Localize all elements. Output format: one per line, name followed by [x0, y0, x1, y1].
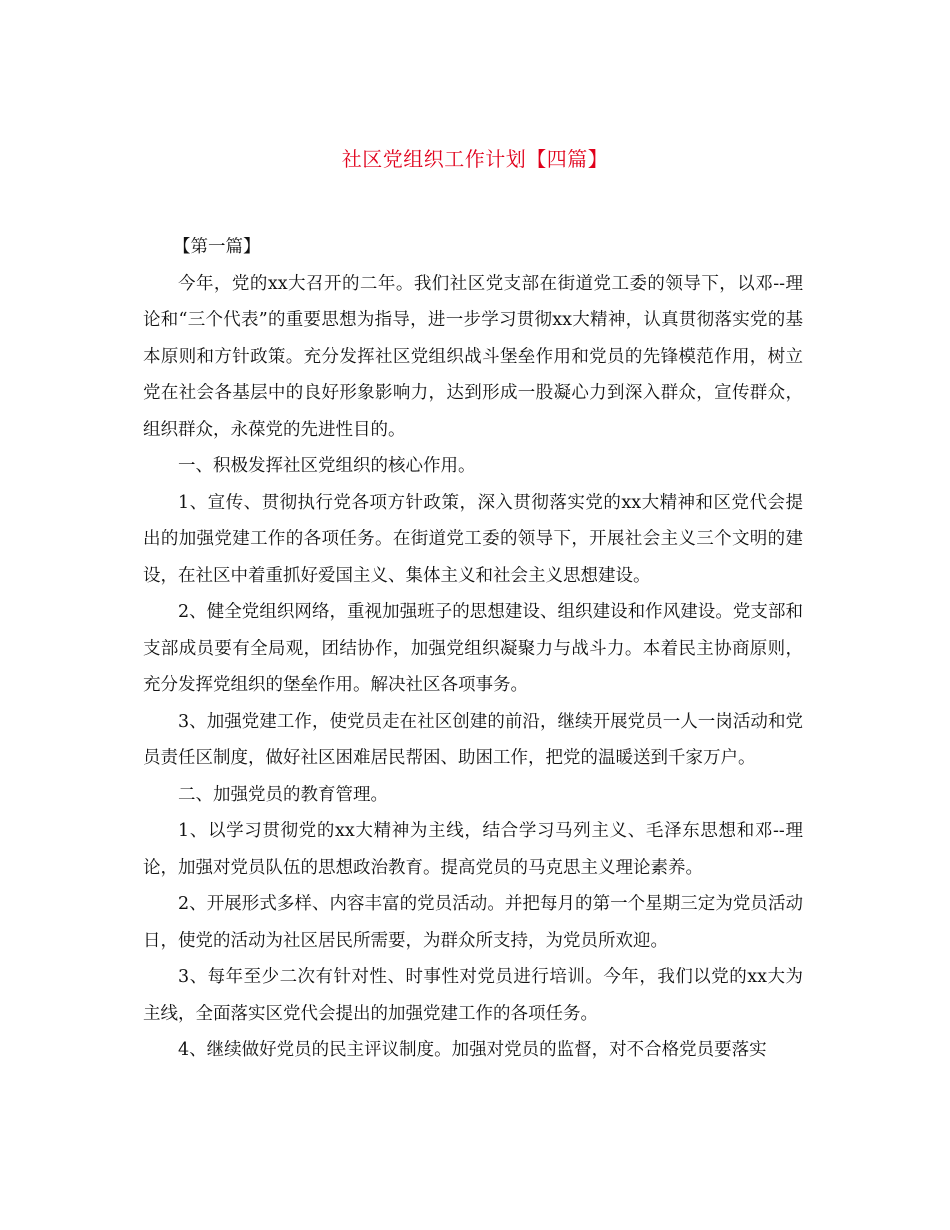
document-title: 社区党组织工作计划【四篇】	[341, 147, 609, 171]
document-body	[143, 229, 803, 1069]
paragraph-item: 4、继续做好党员的民主评议制度。加强对党员的监督，对不合格党员要落实	[178, 1040, 767, 1060]
paragraph-intro: 今年，党的xx大召开的二年。我们社区党支部在街道党工委的领导下，以邓--理论和“三个代表”的重要思想为指导，进一步学习贯彻xx大精神，认真贯彻落实党的基本原则和方针政策。充分发挥社区党组织战斗堡垒作用和党员的先锋模范作用，树立党在社会各基层中的良好形象影响力，达到形成一股凝心力到深入群众，宣传群众，组织群众，永葆党的先进性目的。	[143, 273, 803, 440]
paragraph-item: 2、开展形式多样、内容丰富的党员活动。并把每月的第一个星期三定为党员活动日，使党的活动为社区居民所需要，为群众所支持，为党员所欢迎。	[143, 894, 803, 951]
paragraph-item: 3、每年至少二次有针对性、时事性对党员进行培训。今年，我们以党的xx大为主线，全面落实区党代会提出的加强党建工作的各项任务。	[143, 967, 803, 1024]
heading-section-one: 一、积极发挥社区党组织的核心作用。	[178, 456, 476, 476]
paragraph-item: 3、加强党建工作，使党员走在社区创建的前沿，继续开展党员一人一岗活动和党员责任区制度，做好社区困难居民帮困、助困工作，把党的温暖送到千家万户。	[143, 711, 803, 768]
section-heading: 【第一篇】	[173, 237, 261, 257]
paragraph-item: 1、以学习贯彻党的xx大精神为主线，结合学习马列主义、毛泽东思想和邓--理论，加强对党员队伍的思想政治教育。提高党员的马克思主义理论素养。	[143, 821, 803, 878]
paragraph-item: 2、健全党组织网络，重视加强班子的思想建设、组织建设和作风建设。党支部和支部成员要有全局观，团结协作，加强党组织凝聚力与战斗力。本着民主协商原则，充分发挥党组织的堡垒作用。解决社区各项事务。	[143, 602, 803, 695]
paragraph-item: 1、宣传、贯彻执行党各项方针政策，深入贯彻落实党的xx大精神和区党代会提出的加强党建工作的各项任务。在街道党工委的领导下，开展社会主义三个文明的建设，在社区中着重抓好爱国主义、集体主义和社会主义思想建设。	[143, 492, 803, 586]
heading-section-two: 二、加强党员的教育管理。	[178, 784, 388, 805]
